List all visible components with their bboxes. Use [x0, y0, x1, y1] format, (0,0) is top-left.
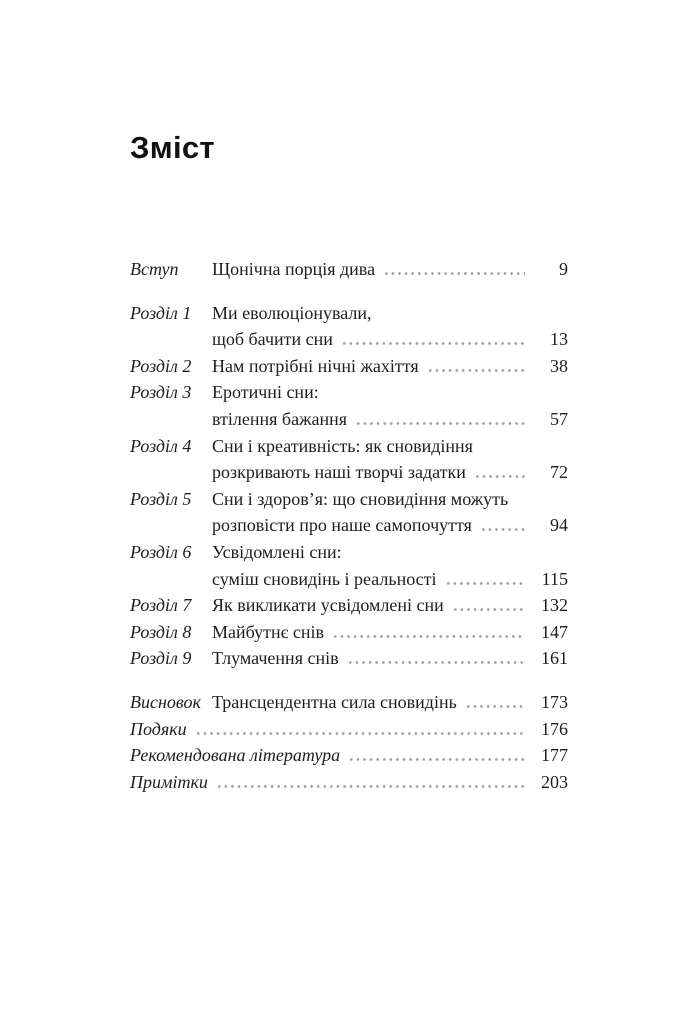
page-number: 173	[541, 691, 568, 712]
page-number: 176	[541, 718, 568, 739]
dot-leader	[445, 566, 525, 593]
chapter-label: Розділ 8	[130, 621, 192, 642]
page-number: 161	[541, 648, 568, 669]
section-spacer	[130, 283, 568, 300]
chapter-title-line: Усвідомлені сни:	[212, 541, 342, 562]
page-number: 94	[550, 515, 568, 536]
dot-leader	[355, 406, 525, 433]
toc-entry-conclusion	[130, 689, 568, 716]
chapter-title: Трансцендентна сила сновидінь	[212, 691, 457, 712]
toc-entry-notes	[130, 769, 568, 796]
chapter-title-line: Сни і креативність: як сновидіння	[212, 435, 473, 456]
chapter-title-block	[212, 353, 525, 380]
chapter-title-line: суміш сновидінь і реальності	[212, 568, 437, 589]
chapter-label: Розділ 7	[130, 595, 192, 616]
page-number: 115	[541, 568, 568, 589]
chapter-title-block	[212, 592, 525, 619]
page-number: 13	[550, 329, 568, 350]
chapter-title-line: щоб бачити сни	[212, 329, 333, 350]
chapter-title: Тлумачення снів	[212, 648, 339, 669]
chapter-title-line: розкривають наші творчі задатки	[212, 462, 466, 483]
toc-entry-chapter-2	[130, 353, 568, 380]
toc-entry-chapter-1	[130, 300, 568, 353]
chapter-title-block	[212, 619, 525, 646]
page-number: 132	[541, 595, 568, 616]
chapter-label: Розділ 6	[130, 541, 192, 562]
chapter-title: Майбутнє снів	[212, 621, 324, 642]
chapter-title-line: Ми еволюціонували,	[212, 302, 372, 323]
dot-leader	[195, 716, 525, 743]
page-number: 177	[541, 745, 568, 766]
toc-entry-chapter-9	[130, 645, 568, 672]
dot-leader	[216, 769, 525, 796]
dot-leader	[480, 512, 525, 539]
dot-leader	[332, 619, 525, 646]
toc-entry-chapter-5	[130, 486, 568, 539]
dot-leader	[465, 689, 525, 716]
toc-entry-recommended-reading	[130, 742, 568, 769]
section-label: Примітки	[130, 771, 208, 792]
toc-entry-chapter-6	[130, 539, 568, 592]
chapter-title-block	[212, 256, 525, 283]
chapter-label: Висновок	[130, 691, 201, 712]
toc-entry-chapter-7	[130, 592, 568, 619]
chapter-title-line: втілення бажання	[212, 408, 348, 429]
page-number: 57	[550, 408, 568, 429]
section-spacer	[130, 672, 568, 689]
chapter-label: Розділ 3	[130, 382, 192, 403]
toc-entry-chapter-4	[130, 433, 568, 486]
dot-leader	[347, 645, 525, 672]
chapter-label: Розділ 5	[130, 488, 192, 509]
chapter-label: Розділ 2	[130, 355, 192, 376]
chapter-title-block	[212, 300, 525, 353]
page-number: 38	[550, 355, 568, 376]
toc-entry-chapter-3	[130, 379, 568, 432]
chapter-title-block	[212, 539, 525, 592]
chapter-title-line: Сни і здоров’я: що сновидіння можуть	[212, 488, 509, 509]
section-label: Рекомендована література	[130, 745, 341, 766]
page-number: 9	[559, 259, 568, 279]
chapter-label: Розділ 1	[130, 302, 192, 323]
chapter-title: Нам потрібні нічні жахіття	[212, 355, 419, 376]
page-number: 203	[541, 771, 568, 792]
dot-leader	[341, 326, 525, 353]
chapter-title: Щонічна порція дива	[212, 259, 376, 279]
dot-leader	[348, 742, 525, 769]
chapter-title-block	[212, 689, 525, 716]
toc-list	[130, 256, 568, 795]
section-label: Подяки	[130, 718, 187, 739]
page-title: Зміст	[130, 130, 215, 165]
chapter-title: Як викликати усвідомлені сни	[212, 595, 444, 616]
dot-leader	[427, 353, 525, 380]
chapter-title-line: розповісти про наше самопочуття	[212, 515, 472, 536]
dot-leader	[452, 592, 525, 619]
chapter-label: Розділ 4	[130, 435, 192, 456]
chapter-title-block	[212, 379, 525, 432]
toc-entry-intro	[130, 256, 568, 283]
toc-entry-chapter-8	[130, 619, 568, 646]
chapter-title-block	[212, 486, 525, 539]
toc-entry-acknowledgements	[130, 716, 568, 743]
chapter-title-block	[212, 433, 525, 486]
page-number: 72	[550, 462, 568, 483]
chapter-label: Вступ	[130, 259, 179, 279]
dot-leader	[383, 256, 525, 283]
page-number: 147	[541, 621, 568, 642]
chapter-label: Розділ 9	[130, 648, 192, 669]
chapter-title-block	[212, 645, 525, 672]
chapter-title-line: Еротичні сни:	[212, 382, 319, 403]
dot-leader	[474, 459, 525, 486]
